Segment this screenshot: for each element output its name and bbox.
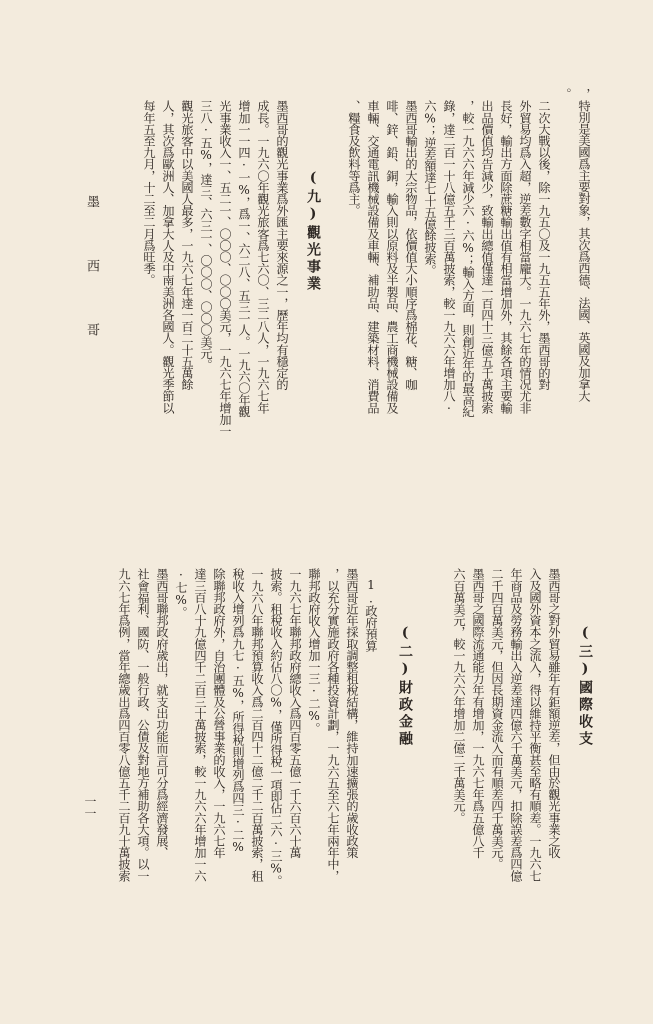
- budget-title: 1.政府預算: [364, 578, 378, 652]
- text-column: 墨西哥聯邦政府歲出，就支出功能而言可分爲經濟發展、: [155, 568, 169, 859]
- text-column: 稅收入增列爲九七·五%，所得稅則增列爲四三·二%: [231, 568, 245, 854]
- text-column: 錄，達二百一十八億五千三百萬披索，較一九六六年增加八·: [442, 100, 456, 416]
- text-column: 一九六七年聯邦政府總收入爲四百零五億一千六百六十萬: [288, 568, 302, 859]
- text-column: 入及國外資本之流入，得以維持平衡甚至略有順差。一九六七: [528, 568, 542, 882]
- tourism-heading: (九)觀光事業: [305, 170, 321, 293]
- text-column: 披索。租稅收入約佔八〇%，僅所得稅一項即佔二六·三%。: [269, 568, 283, 887]
- text-column: 社會福利、國防、一般行政、公債及對地方補助各大項。以一: [136, 568, 150, 882]
- text-column: 除聯邦政府外，自治團體及公營事業的收入，一九六七年: [212, 568, 226, 859]
- text-column: 二千四百萬美元，但因長期資金流入而有順差四千萬美元。: [490, 568, 504, 870]
- text-column: 成長。一九六〇年觀光旅客爲七六〇、三二八人，一九六七年: [256, 100, 270, 414]
- text-column: 出品價值均告減少，致輸出總值僅達一百四十三億五千萬披索: [480, 100, 494, 414]
- page-number: 一一: [83, 795, 97, 819]
- text-column: 年商品及勞務輸出入逆差達四億六千萬美元，扣除誤差爲四億: [509, 568, 523, 882]
- text-column: 人，其次爲歐洲人、加拿大人及中南美洲各國人。觀光季節以: [161, 100, 175, 414]
- text-column: 。: [558, 88, 572, 100]
- text-column: 九六七年爲例，當年總歲出爲四百零八億五千二百九十萬披索: [117, 568, 131, 882]
- text-column: ，較一九六六年減少六·六%；輸入方面，則創近年的最高紀: [461, 100, 475, 417]
- international-payments-heading: (三)國際收支: [577, 625, 593, 748]
- text-column: 墨西哥之對外貿易雖年有鉅額逆差，但由於觀光事業之收: [547, 568, 561, 859]
- text-column: 增加一一四·一%，爲一、六二八、五三一人。一九六〇年觀: [237, 100, 251, 417]
- text-column: 長好，輸出方面除蔗糖輸出值有相當增加外，其餘各項主要輸: [499, 100, 513, 414]
- export-import-goods-paragraph: [344, 100, 420, 413]
- text-column: 墨西哥輸出的大宗物品，依價值大小順序爲棉花、糖、咖: [404, 100, 418, 391]
- text-column: 車輛、交通電訊機械設備及車輛、補助品、建築材料、消費品: [366, 100, 380, 414]
- running-header: 墨 西 哥: [84, 195, 99, 354]
- text-column: 六百萬美元，較一九六六年增加二億二千萬美元。: [452, 568, 466, 824]
- text-column: ，特別是美國爲主要對象，其次爲西德、法國、英國及加拿大: [577, 88, 591, 402]
- text-column: ·七%。: [174, 568, 188, 619]
- finance-heading: (二)財政金融: [397, 625, 413, 748]
- international-payments-paragraph: [449, 568, 563, 881]
- text-column: 、糧食及飲料等爲主。: [347, 100, 361, 217]
- text-column: 墨西哥的觀光事業爲外匯主要來源之一，歷年均有穩定的: [275, 100, 289, 391]
- tourism-paragraph: [139, 100, 291, 436]
- text-column: 聯邦政府收入增加一三·二%。: [307, 568, 321, 735]
- text-column: 二次大戰以後，除一九五〇及一九五五年外，墨西哥的對: [537, 100, 551, 391]
- text-column: 觀光旅客中以美國人最多，一九六七年達一百二十五萬餘: [180, 100, 194, 391]
- text-column: 達三百八十九億四千二百三十萬披索，較一九六六年增加一六: [193, 568, 207, 882]
- text-column: 一九六八年聯邦預算收入爲二百四十二億二千二百萬披索，租: [250, 568, 264, 882]
- text-column: 墨西哥近年採取調整租稅結構，維持加速擴張的歲收政策: [345, 568, 359, 859]
- text-column: 墨西哥之國際流通能力年有增加，一九六七年爲五億八千: [471, 568, 485, 859]
- trade-balance-paragraph: [420, 100, 553, 417]
- text-column: 外貿易均爲入超，逆差數字相當龐大。一九六七年的情况尤非: [518, 100, 532, 414]
- text-column: 光事業收入一、五二一、〇〇〇、〇〇〇美元，一九六七年增加一: [218, 100, 232, 437]
- text-column: 啡、鋅、鉛、銅，輸入則以原料及半製品、農工商機械設備及: [385, 100, 399, 414]
- text-column: 三八·五%，達三、六三一、〇〇〇、〇〇〇美元。: [199, 100, 213, 371]
- text-column: 每年五至九月，十二至二月爲旺季。: [142, 100, 156, 286]
- trade-intro-paragraph: [555, 88, 593, 401]
- text-column: 六%；逆差額達七十五億餘披索。: [423, 100, 437, 276]
- text-column: ，以充分實施政府各種投資計劃，一九六五至六七年兩年中，: [326, 568, 340, 882]
- budget-paragraph: [114, 568, 361, 887]
